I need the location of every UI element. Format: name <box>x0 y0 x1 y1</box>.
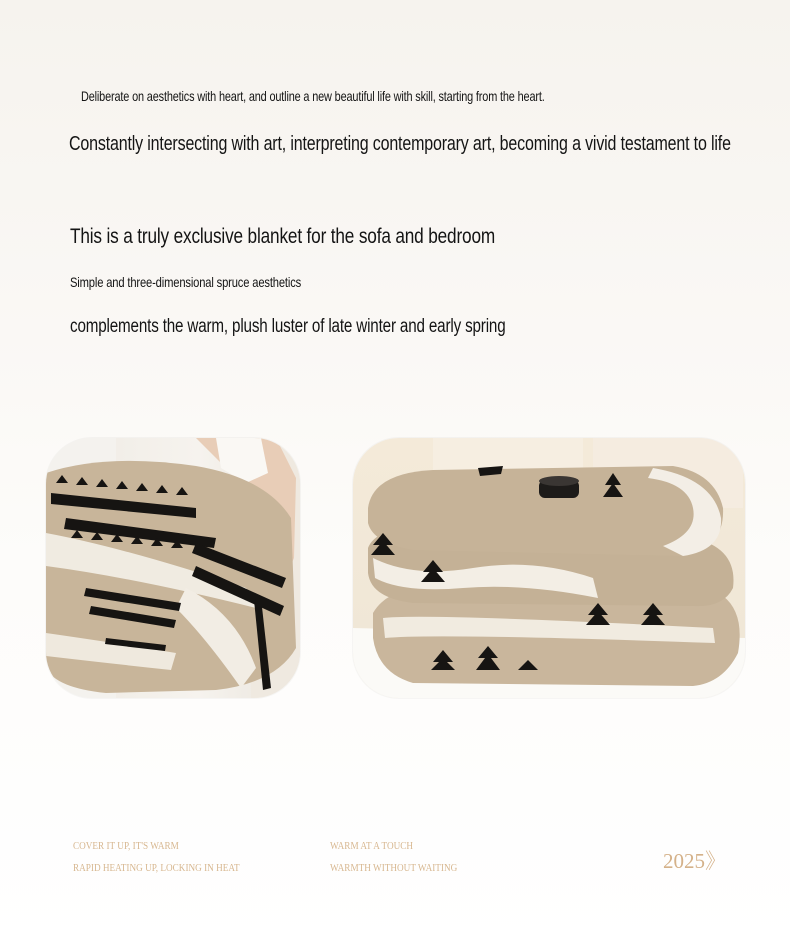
feature-headline: This is a truly exclusive blanket for the sofa and bedroom <box>70 225 496 248</box>
blanket-held-illustration <box>46 438 300 698</box>
folded-blanket-photo <box>353 438 745 698</box>
folded-blanket-illustration <box>353 438 745 698</box>
footer-col2-line2: WARMTH WITHOUT WAITING <box>330 863 458 874</box>
blanket-held-photo <box>46 438 300 698</box>
intro-line-1: Deliberate on aesthetics with heart, and outline a new beautiful life with skill, starting from the heart. <box>81 88 545 104</box>
feature-tagline: complements the warm, plush luster of late winter and early spring <box>70 316 506 337</box>
footer-col1-line2: RAPID HEATING UP, LOCKING IN HEAT <box>73 863 240 874</box>
intro-line-2: Constantly intersecting with art, interpreting contemporary art, becoming a vivid testament to life <box>69 133 731 155</box>
year-label: 2025》 <box>663 849 726 873</box>
feature-subline: Simple and three-dimensional spruce aesthetics <box>70 274 302 290</box>
footer-col2-line1: WARM AT A TOUCH <box>330 841 414 852</box>
footer-col1-line1: COVER IT UP, IT'S WARM <box>73 841 179 852</box>
